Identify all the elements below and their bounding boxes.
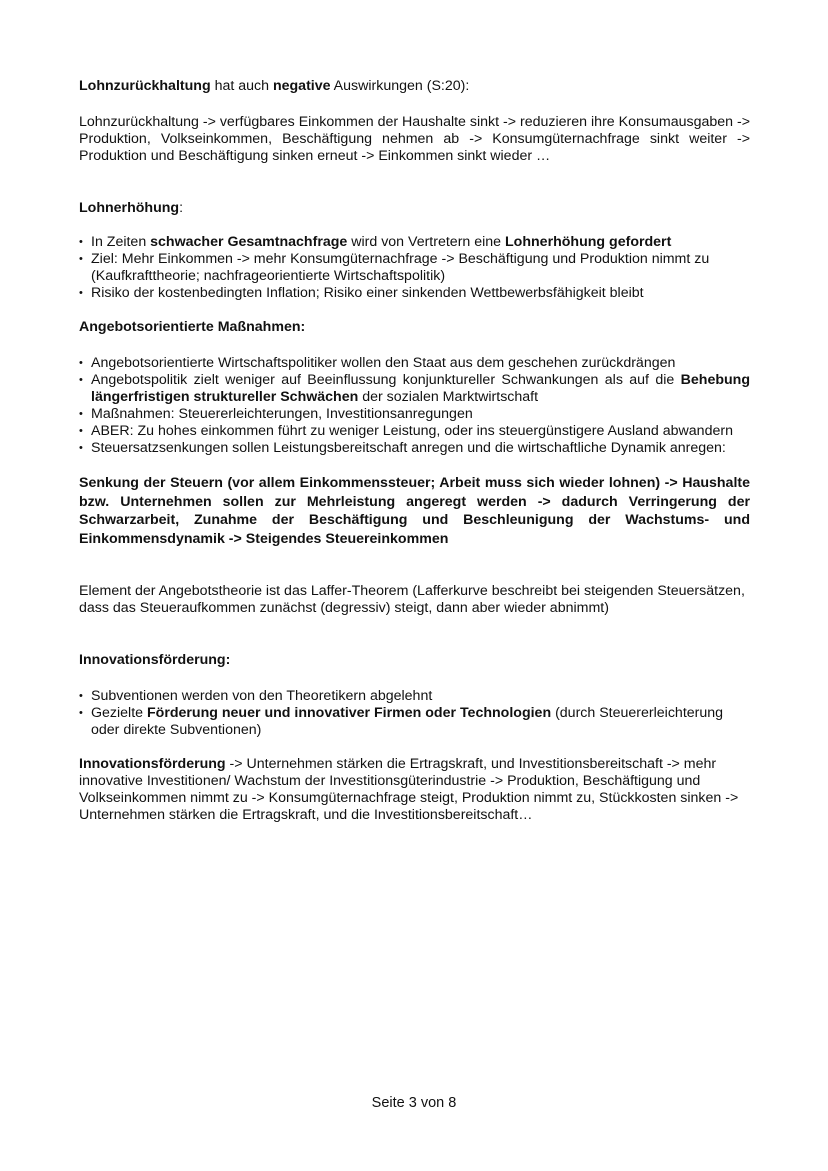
list-innovation	[79, 688, 750, 739]
bold-paragraph-steuersenkung: Senkung der Steuern (vor allem Einkommenssteuer; Arbeit muss sich wieder lohnen) -> Haushalte bzw. Unternehmen sollen zur Mehrleistung angeregt werden -> dadurch Verringerung der Schwarzarbeit, Zunahme der Beschäftigung und Beschleunigung der Wachstums- und Einkommensdynamik -> Steigendes Steuereinkommen	[79, 475, 750, 547]
item-text: wird von Vertretern eine	[347, 234, 506, 250]
heading-bold: Lohnerhöhung	[79, 200, 180, 216]
heading-text: hat auch	[210, 78, 273, 94]
item-bold: Förderung neuer und innovativer Firmen oder Technologien	[147, 705, 552, 721]
list-item: • Risiko der kostenbedingten Inflation; Risiko einer sinkenden Wettbewerbsfähigkeit bleibt	[79, 285, 750, 302]
list-item	[79, 372, 750, 406]
document-page	[79, 78, 750, 824]
paragraph-laffer: Element der Angebotstheorie ist das Laffer-Theorem (Lafferkurve beschreibt bei steigenden Steuersätzen, dass das Steueraufkommen zunächst (degressiv) steigt, dann aber wieder abnimmt)	[79, 583, 745, 616]
heading-colon: :	[179, 200, 184, 216]
list-item	[79, 234, 750, 251]
heading-text-end: Auswirkungen (S:20):	[330, 78, 470, 94]
list-item: • ABER: Zu hohes einkommen führt zu weniger Leistung, oder ins steuergünstigere Ausland abwandern	[79, 423, 750, 440]
item-bold: Behebung längerfristigen struktureller Schwächen	[91, 372, 750, 405]
section-heading-lohnzurueckhaltung	[79, 78, 750, 95]
item-text: In Zeiten	[91, 234, 151, 250]
paragraph-rest: -> Unternehmen stärken die Ertragskraft, und Investitionsbereitschaft -> mehr innovative Investitionen/ Wachstum der Investitionsgüterindustrie -> Produktion, Beschäftigung und Volkseinkommen nimmt zu -> Konsumgüternachfrage steigt, Produktion nimmt zu, Stückkosten sinken -> Unternehmen stärken die Ertragskraft, und die Investitionsbereitschaft…	[79, 756, 739, 823]
section-heading-lohnerhoehung	[79, 200, 750, 217]
list-item: • Ziel: Mehr Einkommen -> mehr Konsumgüternachfrage -> Beschäftigung und Produktion nimmt zu (Kaufkrafttheorie; nachfrageorientierte Wirtschaftspolitik)	[79, 251, 750, 285]
page-number: Seite 3 von 8	[371, 1095, 457, 1111]
list-lohnerhoehung	[79, 234, 750, 302]
item-text: der sozialen Marktwirtschaft	[358, 389, 539, 405]
item-bold: schwacher Gesamtnachfrage	[150, 234, 348, 250]
heading-bold: Lohnzurückhaltung	[79, 78, 211, 94]
heading-bold-negative: negative	[272, 78, 331, 94]
list-item: • Subventionen werden von den Theoretikern abgelehnt	[79, 688, 750, 705]
list-item: • Maßnahmen: Steuererleichterungen, Investitionsanregungen	[79, 406, 750, 423]
paragraph-bold-lead: Innovationsförderung	[79, 756, 226, 772]
paragraph-lohnzurueckhaltung: Lohnzurückhaltung -> verfügbares Einkommen der Haushalte sinkt -> reduzieren ihre Konsumausgaben -> Produktion, Volkseinkommen, Beschäftigung nehmen ab -> Konsumgüternachfrage sinkt weiter -> Produktion und Beschäftigung sinken erneut -> Einkommen sinkt wieder …	[79, 114, 750, 164]
section-heading-innovation: Innovationsförderung:	[79, 652, 231, 668]
section-heading-angebot: Angebotsorientierte Maßnahmen:	[79, 319, 306, 335]
item-bold: Lohnerhöhung gefordert	[505, 234, 672, 250]
paragraph-innovation	[79, 756, 750, 824]
item-text: Gezielte	[91, 705, 147, 721]
list-item: • Angebotsorientierte Wirtschaftspolitiker wollen den Staat aus dem geschehen zurückdrängen	[79, 355, 750, 372]
item-text: (durch Steuererleichterung oder direkte Subventionen)	[91, 705, 724, 738]
list-angebot	[79, 355, 750, 457]
list-item: • Steuersatzsenkungen sollen Leistungsbereitschaft anregen und die wirtschaftliche Dynamik anregen:	[79, 440, 750, 457]
list-item	[79, 705, 750, 739]
item-text: Angebotspolitik zielt weniger auf Beeinflussung konjunktureller Schwankungen als auf die	[91, 372, 681, 388]
